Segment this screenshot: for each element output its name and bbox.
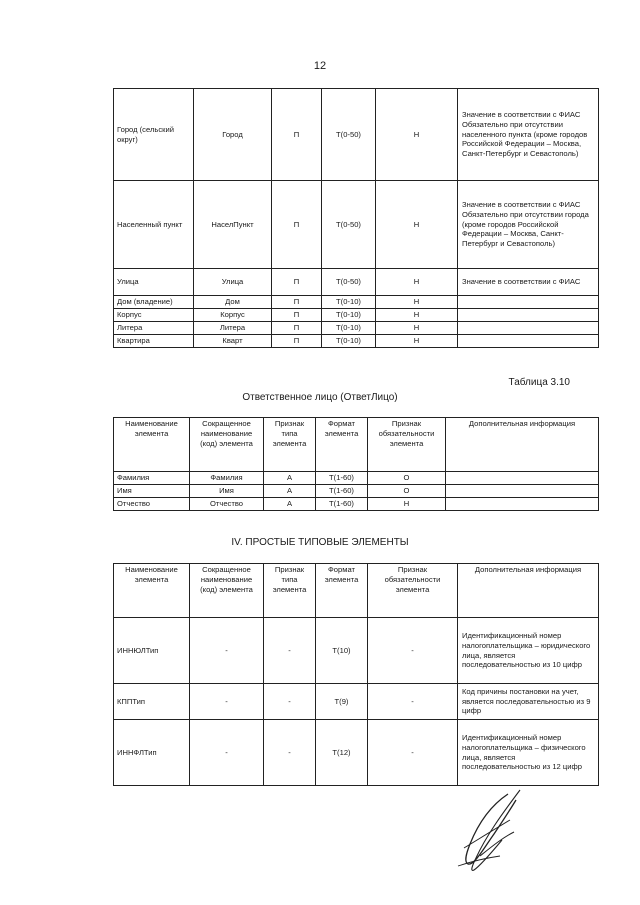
element-required: О — [368, 472, 446, 485]
element-code: Имя — [190, 484, 264, 497]
table-row — [114, 181, 599, 269]
element-info — [458, 296, 599, 309]
element-info: Значение в соответствии с ФИАС Обязательно при отсутствии города (кроме городов Российской Федерации – Москва, Санкт-Петербург и Севастополь) — [458, 181, 599, 269]
element-info: Код причины постановки на учет, является последовательностью из 9 цифр — [458, 684, 599, 720]
element-info: Значение в соответствии с ФИАС — [458, 269, 599, 296]
element-format: Т(9) — [316, 684, 368, 720]
element-code: Город — [194, 89, 272, 181]
element-info — [458, 309, 599, 322]
element-name: Населенный пункт — [114, 181, 194, 269]
element-required: Н — [376, 296, 458, 309]
header-name: Наименование элемента — [114, 418, 190, 472]
element-info — [458, 335, 599, 348]
element-format: Т(0-10) — [322, 335, 376, 348]
header-info: Дополнительная информация — [458, 564, 599, 618]
table-number: Таблица 3.10 — [508, 377, 570, 388]
element-format: Т(10) — [316, 618, 368, 684]
element-format: Т(0-10) — [322, 322, 376, 335]
simple-types-table — [113, 563, 599, 786]
element-required: Н — [376, 181, 458, 269]
header-type: Признак типа элемента — [264, 564, 316, 618]
element-name: ИННФЛТип — [114, 720, 190, 786]
element-name: Улица — [114, 269, 194, 296]
signature — [450, 786, 535, 876]
element-required: Н — [376, 322, 458, 335]
element-code: Корпус — [194, 309, 272, 322]
element-required: Н — [376, 309, 458, 322]
element-code: Фамилия — [190, 472, 264, 485]
header-code: Сокращенное наименование (код) элемента — [190, 418, 264, 472]
table-row — [114, 322, 599, 335]
element-format: Т(12) — [316, 720, 368, 786]
table-row — [114, 335, 599, 348]
element-type: - — [264, 618, 316, 684]
element-required: Н — [376, 269, 458, 296]
element-code: Отчество — [190, 497, 264, 510]
element-format: Т(1-60) — [316, 497, 368, 510]
element-format: Т(1-60) — [316, 472, 368, 485]
table-row — [114, 89, 599, 181]
header-code: Сокращенное наименование (код) элемента — [190, 564, 264, 618]
element-name: Литера — [114, 322, 194, 335]
element-type: А — [264, 484, 316, 497]
element-type: П — [272, 296, 322, 309]
element-type: П — [272, 322, 322, 335]
element-type: А — [264, 472, 316, 485]
element-info: Значение в соответствии с ФИАС Обязательно при отсутствии населенного пункта (кроме городов Российской Федерации – Москва, Санкт-Петербург и Севастополь) — [458, 89, 599, 181]
header-type: Признак типа элемента — [264, 418, 316, 472]
section-title: IV. ПРОСТЫЕ ТИПОВЫЕ ЭЛЕМЕНТЫ — [231, 537, 409, 548]
table-header-row — [114, 564, 599, 618]
element-name: ИННЮЛТип — [114, 618, 190, 684]
element-type: - — [264, 720, 316, 786]
element-code: - — [190, 720, 264, 786]
element-required: О — [368, 484, 446, 497]
element-info: Идентификационный номер налогоплательщика – физического лица, является последовательностью из 12 цифр — [458, 720, 599, 786]
element-required: - — [368, 684, 458, 720]
table-row — [114, 296, 599, 309]
element-type: П — [272, 309, 322, 322]
element-code: Дом — [194, 296, 272, 309]
element-name: Дом (владение) — [114, 296, 194, 309]
element-code: - — [190, 618, 264, 684]
element-type: - — [264, 684, 316, 720]
element-info — [446, 484, 599, 497]
element-format: Т(0-10) — [322, 296, 376, 309]
element-type: П — [272, 335, 322, 348]
header-name: Наименование элемента — [114, 564, 190, 618]
table-row — [114, 484, 599, 497]
element-type: П — [272, 89, 322, 181]
table-row — [114, 497, 599, 510]
responsible-person-table — [113, 417, 599, 511]
header-format: Формат элемента — [316, 564, 368, 618]
element-code: Улица — [194, 269, 272, 296]
element-name: Корпус — [114, 309, 194, 322]
element-name: КППТип — [114, 684, 190, 720]
element-format: Т(0-50) — [322, 269, 376, 296]
element-format: Т(0-50) — [322, 89, 376, 181]
element-type: А — [264, 497, 316, 510]
element-info: Идентификационный номер налогоплательщика – юридического лица, является последовательностью из 10 цифр — [458, 618, 599, 684]
element-format: Т(0-50) — [322, 181, 376, 269]
element-code: НаселПункт — [194, 181, 272, 269]
element-code: Кварт — [194, 335, 272, 348]
element-info — [446, 472, 599, 485]
address-table — [113, 88, 599, 348]
element-format: Т(1-60) — [316, 484, 368, 497]
table-row — [114, 269, 599, 296]
table-title: Ответственное лицо (ОтветЛицо) — [242, 392, 398, 403]
element-info — [446, 497, 599, 510]
header-info: Дополнительная информация — [446, 418, 599, 472]
element-type: П — [272, 181, 322, 269]
element-name: Имя — [114, 484, 190, 497]
element-required: Н — [376, 89, 458, 181]
element-type: П — [272, 269, 322, 296]
element-info — [458, 322, 599, 335]
element-name: Город (сельский округ) — [114, 89, 194, 181]
table-row — [114, 618, 599, 684]
element-name: Фамилия — [114, 472, 190, 485]
page-number: 12 — [313, 60, 327, 72]
element-required: - — [368, 720, 458, 786]
element-code: Литера — [194, 322, 272, 335]
header-required: Признак обязательности элемента — [368, 418, 446, 472]
element-format: Т(0-10) — [322, 309, 376, 322]
table-row — [114, 684, 599, 720]
table-row — [114, 720, 599, 786]
element-required: Н — [376, 335, 458, 348]
header-required: Признак обязательности элемента — [368, 564, 458, 618]
element-required: Н — [368, 497, 446, 510]
table-row — [114, 472, 599, 485]
table-row — [114, 309, 599, 322]
element-code: - — [190, 684, 264, 720]
table-header-row — [114, 418, 599, 472]
header-format: Формат элемента — [316, 418, 368, 472]
element-required: - — [368, 618, 458, 684]
element-name: Отчество — [114, 497, 190, 510]
element-name: Квартира — [114, 335, 194, 348]
